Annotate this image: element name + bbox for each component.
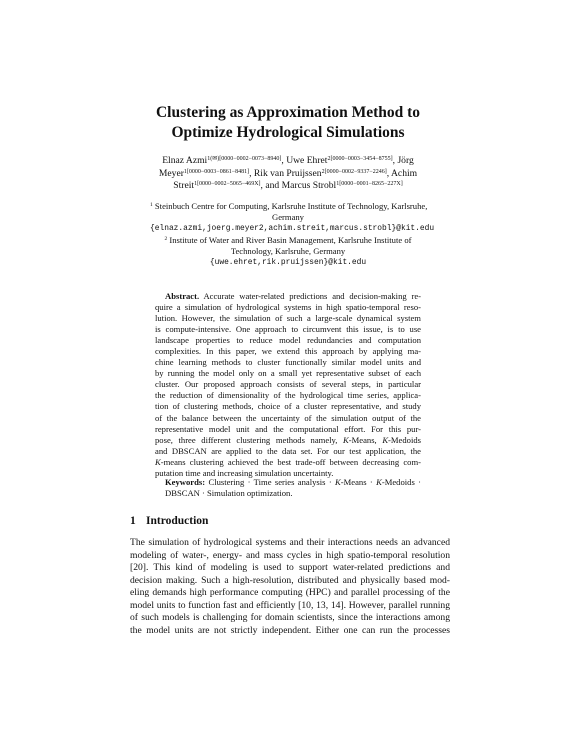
body-line: [20]. This kind of modeling is used to support water-related predictions and <box>130 562 450 574</box>
math-symbol: K <box>382 434 389 445</box>
keywords-text: -Medoids · <box>381 477 421 487</box>
orcid-superscript: 1[0000−0001−8265−227X] <box>336 181 403 187</box>
author-line <box>120 168 456 181</box>
abstract <box>155 291 421 479</box>
keywords-line <box>155 477 421 488</box>
abstract-line: the reduction of dimensionality of the hydrological time series, applica- <box>155 390 421 401</box>
math-symbol: K <box>343 434 349 445</box>
keywords <box>155 477 421 499</box>
keywords-label: Keywords: <box>165 477 206 487</box>
affiliation-email[interactable]: {elnaz.azmi,joerg.meyer2,achim.streit,marcus.strobl}@kit.edu <box>150 224 435 234</box>
orcid-superscript: 1[0000−0002−5065−469X] <box>194 181 261 187</box>
abstract-line: landscape properties to reduce model redundancies and computation <box>155 335 421 346</box>
keywords-line: DBSCAN · Simulation optimization. <box>165 488 293 499</box>
math-symbol: K <box>376 477 382 487</box>
abstract-line: of the balance between the uncertainty of the simulation output of the <box>155 412 421 423</box>
author-name: Meyer <box>158 167 184 179</box>
abstract-text: pose, three different clustering methods namely, <box>155 434 344 445</box>
abstract-line: by running the model only on a small yet representative subset of each <box>155 368 421 379</box>
abstract-line: representative model unit and the computational effort. For this pur- <box>155 423 421 434</box>
abstract-line: and DBSCAN are applied to the data set. For our test application, the <box>155 445 421 456</box>
body-line: modeling of water-, energy- and mass cycles in high spatio-temporal resolution <box>130 549 450 561</box>
affiliation-line: Germany <box>272 212 304 223</box>
body-line: eling demands high performance computing (HPC) and parallel processing of the <box>130 587 450 599</box>
abstract-line: cluster. Our proposed approach consists of several steps, in particular <box>155 379 421 390</box>
orcid-superscript: 2[0000−0003−3454−8755] <box>327 155 393 162</box>
affiliation-mark: 2 <box>164 235 168 242</box>
orcid-superscript: 1[0000−0003−0861−8481] <box>183 168 250 175</box>
body-line: The simulation of hydrological systems and their interactions needs an advanced <box>130 537 450 548</box>
author-line <box>120 180 456 193</box>
keywords-text: Clustering · Time series analysis · <box>208 477 336 487</box>
affiliation-line <box>150 201 426 212</box>
author-name: Elnaz Azmi <box>162 155 208 166</box>
author-name: , Rik van Pruijssen <box>249 167 322 179</box>
author-name: , and Marcus Strobl <box>260 180 337 192</box>
abstract-line: putation time and increasing simulation uncertainty. <box>155 467 334 478</box>
body-line: model units to function fast and efficiently [10, 13, 14]. However, parallel running <box>130 599 450 611</box>
body-line: of such models is challenging for domain scientists, since the interactions among <box>130 612 450 624</box>
abstract-line: is compute-intensive. One approach to circumvent this issue, is to use <box>155 324 421 335</box>
body-line: the model units are not strictly independent. Either one can run the processes <box>130 624 450 636</box>
affiliation-email[interactable]: {uwe.ehret,rik.pruijssen}@kit.edu <box>209 258 367 268</box>
abstract-line: complexities. In this paper, we extend this approach by applying ma- <box>155 346 421 357</box>
section-number: 1 <box>130 515 136 527</box>
section-title: Introduction <box>146 515 209 527</box>
math-symbol: K <box>155 456 161 467</box>
abstract-line <box>155 457 421 468</box>
title-line: Clustering as Approximation Method to <box>155 104 421 121</box>
author-line <box>120 155 456 168</box>
abstract-line <box>155 291 421 302</box>
abstract-line: lution. However, the simulation of such a large-scale dynamical system <box>155 313 421 324</box>
affiliation-mark: 1 <box>150 201 153 208</box>
paper-title <box>80 103 496 143</box>
body-text <box>130 537 450 637</box>
affiliations <box>150 201 435 268</box>
abstract-text: -Means, <box>348 434 383 445</box>
section-heading <box>130 515 208 527</box>
affiliation-line: Technology, Karlsruhe, Germany <box>230 245 346 256</box>
author-list <box>120 155 456 193</box>
math-symbol: K <box>335 477 341 487</box>
abstract-line <box>155 435 421 446</box>
abstract-line: tion of clustering methods, choice of a cluster representative, and study <box>155 401 421 412</box>
orcid-superscript: 1(✉)[0000−0002−0073−8940] <box>207 155 282 162</box>
body-line: decision making. Such a high-resolution, distributed and physically based mod- <box>130 574 450 586</box>
affiliation-line <box>150 235 426 246</box>
abstract-text: -Medoids <box>388 434 421 445</box>
abstract-line: quire a simulation of hydrological systems in high spatio-temporal reso- <box>155 302 421 313</box>
author-name: , Jörg <box>392 155 414 166</box>
abstract-line: chine learning methods to cluster functionally similar model units and <box>155 357 421 368</box>
author-name: , Uwe Ehret <box>281 155 328 166</box>
abstract-label: Abstract. <box>165 291 200 301</box>
affiliation-text: Institute of Water and River Basin Management, Karlsruhe Institute of <box>169 234 412 245</box>
keywords-text: -Means · <box>340 477 377 487</box>
title-line: Optimize Hydrological Simulations <box>171 124 405 141</box>
author-name: , Achim <box>386 167 418 179</box>
orcid-superscript: 2[0000−0002−9337−2246] <box>321 168 387 175</box>
abstract-text: Accurate water-related predictions and decision-making re- <box>203 291 421 301</box>
abstract-text: -means clustering achieved the best trade-off between decreasing com- <box>160 456 421 467</box>
author-name: Streit <box>173 180 195 192</box>
affiliation-text: Steinbuch Centre for Computing, Karlsruhe Institute of Technology, Karlsruhe, <box>154 201 428 211</box>
